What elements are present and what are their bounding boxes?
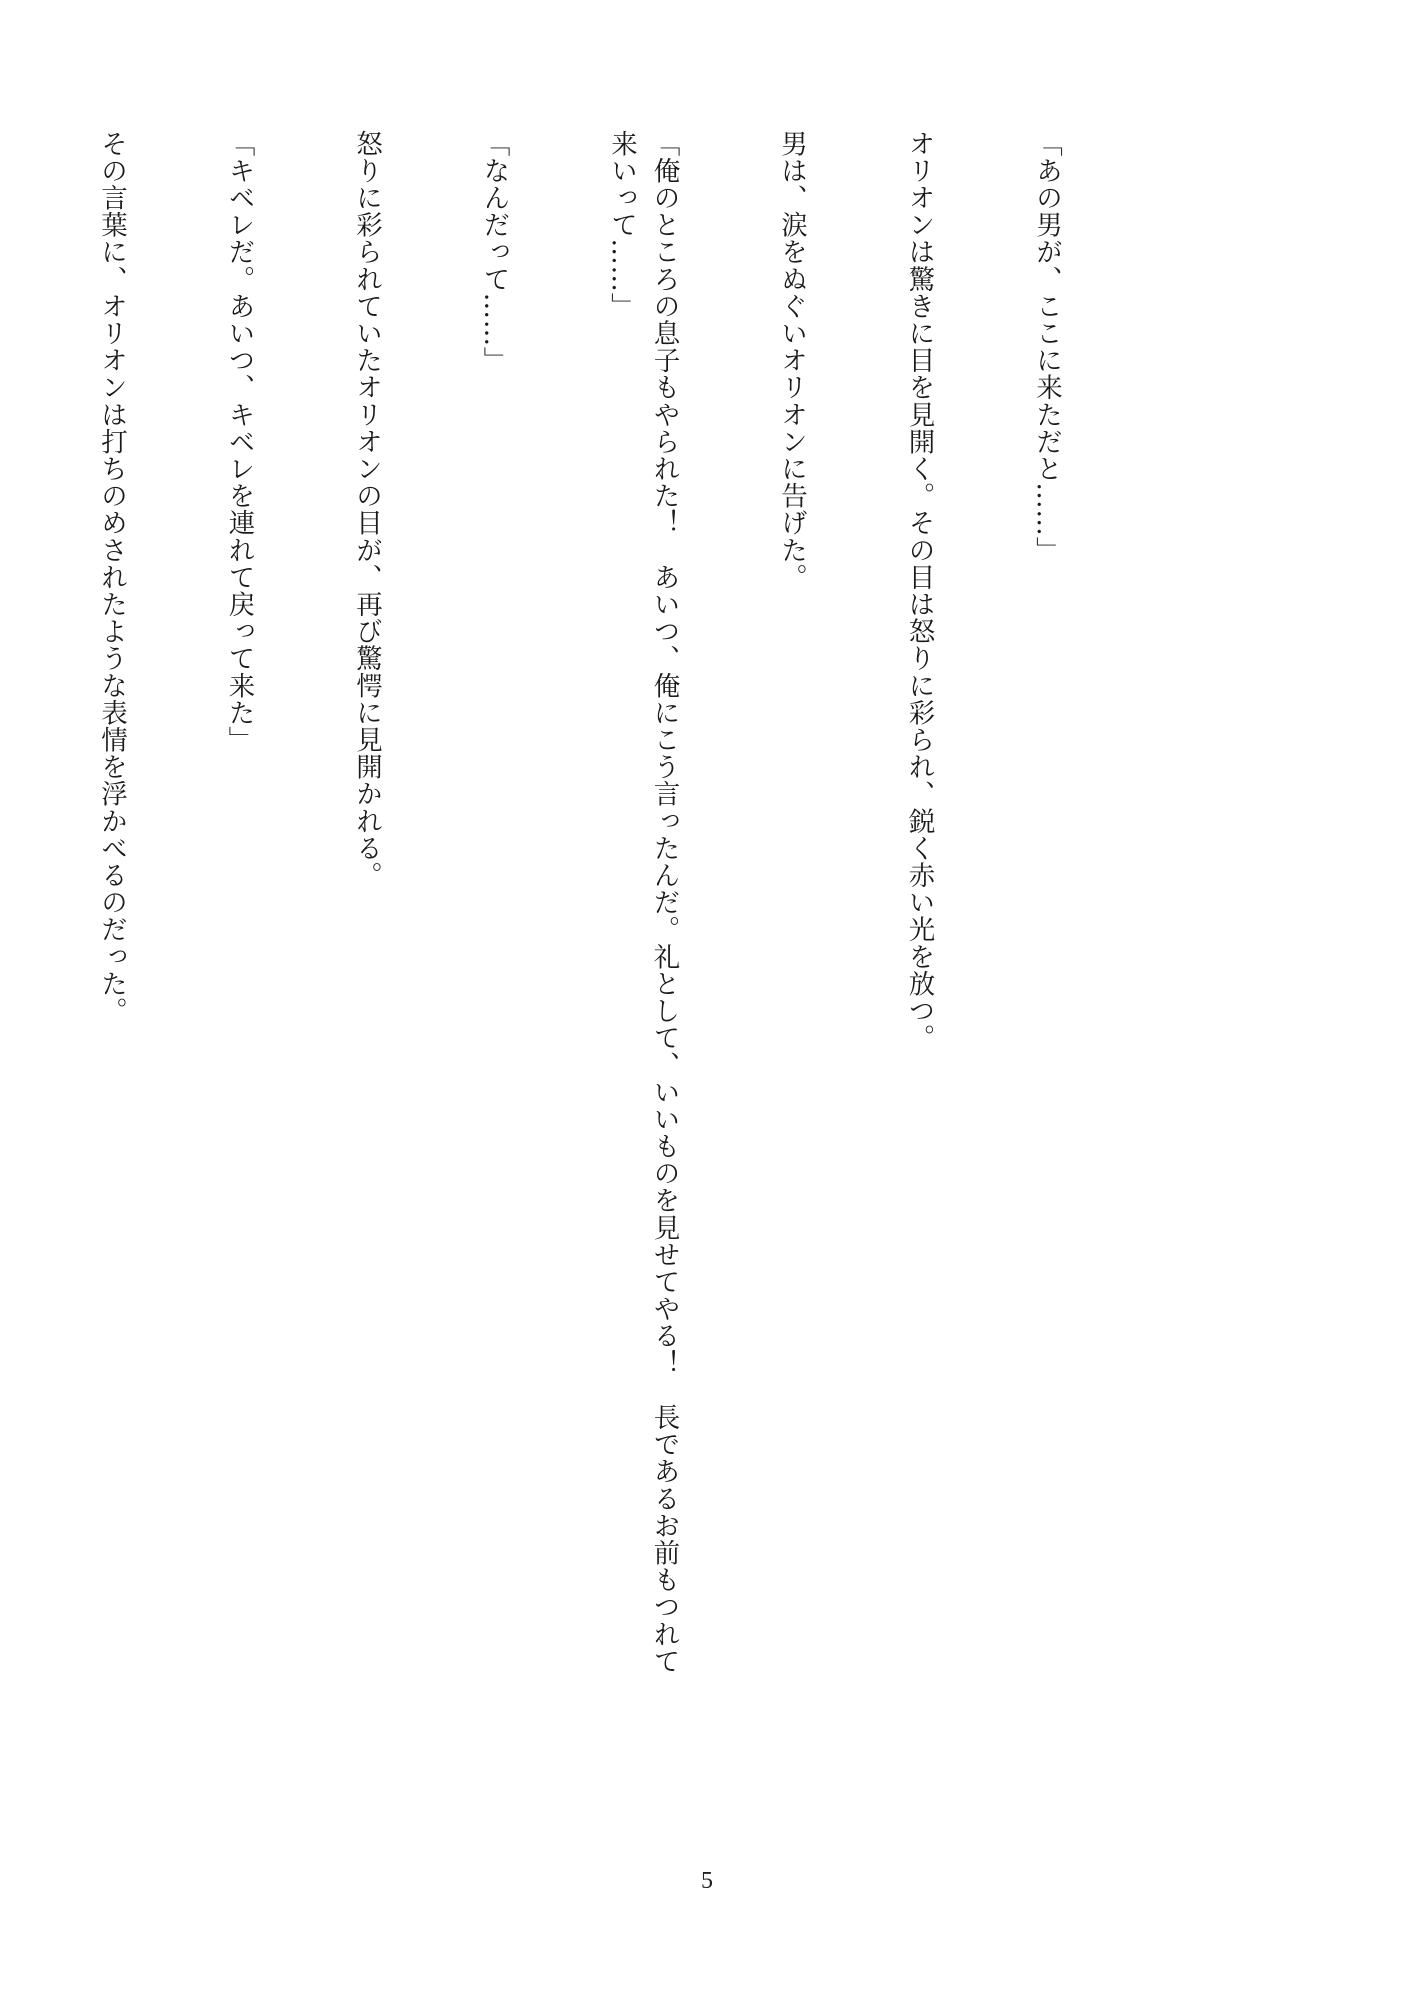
text-line: オリオンは驚きに目を見開く。その目は怒りに彩られ、鋭く赤い光を放つ。: [903, 130, 935, 1052]
text-line: 怒りに彩られていたオリオンの目が、再び驚愕に見開かれる。: [351, 130, 382, 889]
page-number: 5: [701, 1868, 713, 1894]
text-line: 男は、涙をぬぐいオリオンに告げた。: [776, 130, 807, 591]
text-line: 「俺のところの息子もやられた！ あいつ、俺にこう言ったんだ。礼として、いいものを見せてやる！ 長であるお前もつれて来いって……」: [606, 130, 680, 1675]
text-line: 「あの男が、ここに来ただと……」: [1031, 130, 1062, 564]
text-line: 「キベレだ。あいつ、キベレを連れて戻って来た」: [223, 130, 255, 754]
text-line: その言葉に、オリオンは打ちのめされたような表情を浮かべるのだった。: [96, 130, 127, 1025]
vertical-text-body: [0, 130, 1152, 1700]
text-line: 「なんだって……」: [478, 130, 510, 374]
